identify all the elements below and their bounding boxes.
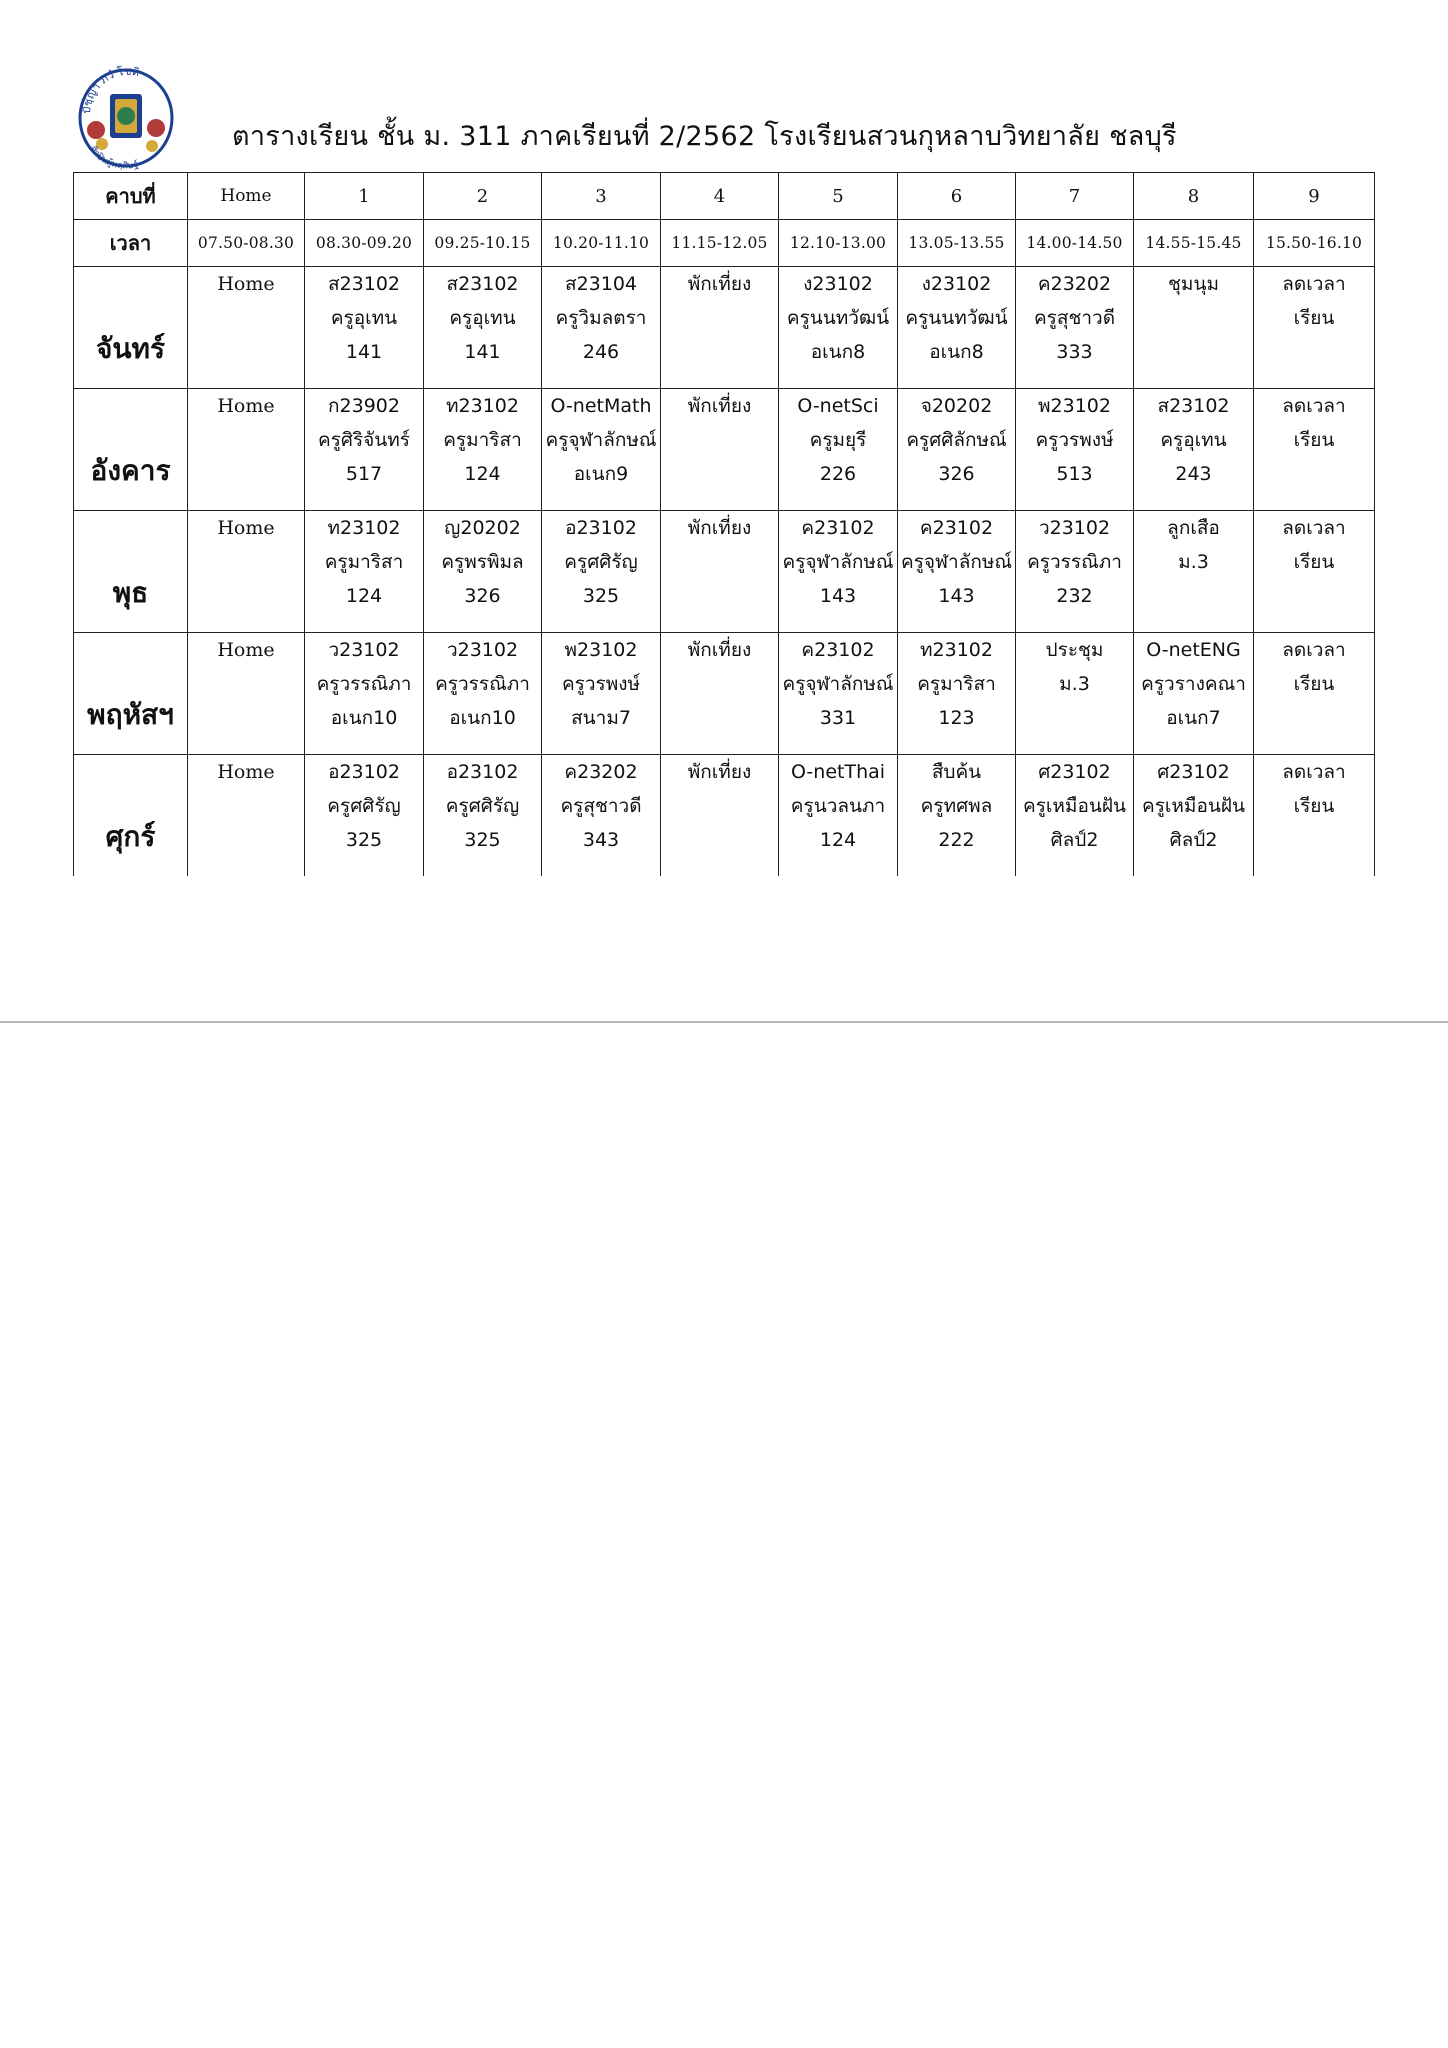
- subject-text: ท23102: [327, 517, 401, 539]
- schedule-cell: [661, 267, 779, 389]
- subject-text: พักเที่ยง: [687, 761, 752, 783]
- subject-text: ค23102: [801, 639, 875, 661]
- teacher-text: ครูเหมือนฝัน: [1023, 795, 1126, 817]
- room-text: 343: [582, 829, 620, 851]
- subject-text: ง23102: [803, 273, 873, 295]
- subject-text: ศ23102: [1038, 761, 1111, 783]
- period-row: [74, 173, 1375, 220]
- subject-text: O-netSci: [797, 395, 879, 417]
- schedule-cell: [661, 511, 779, 633]
- time-slot: 11.15-12.05: [661, 220, 779, 267]
- time-slot: 13.05-13.55: [898, 220, 1016, 267]
- schedule-cell: [661, 755, 779, 877]
- logo-bottom-text: ศิลปินผู้พฤศิษฐ์: [87, 144, 140, 172]
- subject-text: อ23102: [328, 761, 400, 783]
- day-row: [74, 511, 1375, 633]
- time-slot: 15.50-16.10: [1254, 220, 1375, 267]
- time-label: เวลา: [74, 220, 188, 267]
- teacher-text: ครูศศิลักษณ์: [906, 429, 1007, 451]
- teacher-text: เรียน: [1293, 429, 1335, 451]
- teacher-text: เรียน: [1293, 673, 1335, 695]
- teacher-text: ครูศศิรัญ: [327, 795, 401, 817]
- schedule-cell: [898, 267, 1016, 389]
- room-text: อเนก10: [330, 707, 398, 729]
- schedule-cell: [779, 267, 898, 389]
- teacher-text: ครูนนทวัฒน์: [905, 307, 1008, 329]
- schedule-cell: [1254, 755, 1375, 877]
- schedule-cell: [661, 633, 779, 755]
- subject-text: สืบค้น: [931, 761, 982, 783]
- period-header: Home: [188, 173, 305, 220]
- period-header: 3: [542, 173, 661, 220]
- schedule-cell: [542, 511, 661, 633]
- teacher-text: ครูพรพิมล: [441, 551, 524, 573]
- teacher-text: ครูอุเทน: [1160, 429, 1227, 451]
- day-label: [74, 511, 188, 633]
- subject-text: ค23102: [801, 517, 875, 539]
- room-text: 124: [819, 829, 857, 851]
- teacher-text: ครูสุชาวดี: [1033, 307, 1116, 329]
- teacher-text: เรียน: [1293, 307, 1335, 329]
- teacher-text: ครูนนทวัฒน์: [786, 307, 890, 329]
- teacher-text: เรียน: [1293, 551, 1335, 573]
- subject-text: ท23102: [446, 395, 519, 417]
- schedule-cell: [424, 511, 542, 633]
- subject-text: พักเที่ยง: [687, 517, 752, 539]
- teacher-text: ครูมาริสา: [443, 429, 522, 451]
- teacher-text: ครูวิมลตรา: [555, 307, 647, 329]
- schedule-cell: [424, 755, 542, 877]
- teacher-text: เรียน: [1293, 795, 1335, 817]
- schedule-cell: [1134, 633, 1254, 755]
- subject-text: ชุมนุม: [1168, 273, 1219, 295]
- subject-text: ว23102: [1038, 517, 1111, 539]
- subject-text: ลดเวลา: [1282, 517, 1346, 539]
- schedule-cell: [1016, 755, 1134, 877]
- teacher-text: ครูวรพงษ์: [561, 673, 641, 695]
- schedule-cell: [1016, 633, 1134, 755]
- schedule-cell: [1016, 389, 1134, 511]
- teacher-text: ครูศิริจันทร์: [317, 429, 411, 451]
- time-slot: 09.25-10.15: [424, 220, 542, 267]
- day-name: พฤหัสฯ: [87, 697, 174, 731]
- subject-text: พ23102: [564, 639, 638, 661]
- room-text: 124: [345, 585, 383, 607]
- schedule-cell: [188, 633, 305, 755]
- teacher-text: ครูวรางคณา: [1141, 673, 1246, 695]
- schedule-cell: [188, 389, 305, 511]
- room-text: 123: [938, 707, 975, 729]
- day-label: [74, 389, 188, 511]
- subject-text: จ20202: [920, 395, 993, 417]
- period-header: 1: [305, 173, 424, 220]
- page-divider: [0, 1021, 1448, 1023]
- schedule-cell: [898, 511, 1016, 633]
- room-text: สนาม7: [571, 707, 631, 729]
- day-row: [74, 389, 1375, 511]
- schedule-cell: [779, 389, 898, 511]
- room-text: 325: [464, 829, 501, 851]
- schedule-cell: [779, 755, 898, 877]
- schedule-cell: [1134, 511, 1254, 633]
- logo-top-text: ปัชฺญา ภวํ โชติ: [79, 64, 141, 115]
- schedule-cell: [305, 511, 424, 633]
- schedule-cell: [542, 755, 661, 877]
- schedule-cell: [661, 389, 779, 511]
- day-name: ศุกร์: [105, 819, 156, 853]
- day-label: [74, 755, 188, 877]
- schedule-cell: [1016, 511, 1134, 633]
- schedule-cell: [188, 267, 305, 389]
- room-text: 226: [819, 463, 857, 485]
- schedule-cell: [305, 755, 424, 877]
- room-text: อเนก7: [1166, 707, 1221, 729]
- teacher-text: ครูอุเทน: [449, 307, 516, 329]
- schedule-cell: [898, 755, 1016, 877]
- room-text: ศิลป์2: [1050, 829, 1099, 851]
- time-row: [74, 220, 1375, 267]
- room-text: 325: [582, 585, 620, 607]
- teacher-text: ครูมาริสา: [324, 551, 404, 573]
- schedule-cell: [424, 633, 542, 755]
- subject-text: Home: [217, 639, 275, 661]
- subject-text: พักเที่ยง: [687, 639, 752, 661]
- period-header: 9: [1254, 173, 1375, 220]
- subject-text: ลดเวลา: [1282, 273, 1346, 295]
- subject-text: ลดเวลา: [1282, 761, 1346, 783]
- room-text: 222: [938, 829, 975, 851]
- schedule-cell: [1016, 267, 1134, 389]
- subject-text: พ23102: [1038, 395, 1111, 417]
- subject-text: ค23202: [1037, 273, 1112, 295]
- subject-text: Home: [217, 761, 275, 783]
- schedule-cell: [305, 389, 424, 511]
- time-slot: 07.50-08.30: [188, 220, 305, 267]
- subject-text: ส23102: [1157, 395, 1230, 417]
- room-text: 517: [345, 463, 383, 485]
- subject-text: ลดเวลา: [1282, 395, 1346, 417]
- schedule-cell: [898, 389, 1016, 511]
- room-text: 331: [819, 707, 857, 729]
- schedule-cell: [1134, 389, 1254, 511]
- subject-text: Home: [217, 395, 275, 417]
- schedule-cell: [779, 511, 898, 633]
- schedule-cell: [542, 267, 661, 389]
- teacher-text: ครูทศพล: [920, 795, 993, 817]
- time-slot: 08.30-09.20: [305, 220, 424, 267]
- school-logo: [76, 62, 186, 172]
- subject-text: O-netENG: [1146, 639, 1241, 661]
- schedule-cell: [424, 267, 542, 389]
- subject-text: Home: [217, 273, 275, 295]
- teacher-text: ครูจุฬาลักษณ์: [782, 673, 894, 695]
- room-text: อเนก8: [810, 341, 866, 363]
- schedule-cell: [188, 511, 305, 633]
- subject-text: O-netThai: [790, 761, 886, 783]
- teacher-text: ครูศศิรัญ: [564, 551, 638, 573]
- schedule-cell: [1134, 267, 1254, 389]
- subject-text: ค23202: [564, 761, 638, 783]
- room-text: อเนก9: [573, 463, 629, 485]
- day-label: [74, 267, 188, 389]
- room-text: อเนก8: [929, 341, 984, 363]
- room-text: 243: [1175, 463, 1212, 485]
- schedule-cell: [1254, 633, 1375, 755]
- room-text: 232: [1056, 585, 1093, 607]
- teacher-text: ครูศศิรัญ: [445, 795, 520, 817]
- page-title: ตารางเรียน ชั้น ม. 311 ภาคเรียนที่ 2/2562 โรงเรียนสวนกุหลาบวิทยาลัย ชลบุรี: [232, 121, 1177, 152]
- subject-text: ศ23102: [1157, 761, 1230, 783]
- subject-text: ง23102: [921, 273, 992, 295]
- teacher-text: ครูวรรณิภา: [435, 673, 530, 695]
- subject-text: อ23102: [446, 761, 519, 783]
- subject-text: พักเที่ยง: [687, 273, 752, 295]
- room-text: 325: [345, 829, 383, 851]
- subject-text: O-netMath: [550, 395, 652, 417]
- subject-text: ส23102: [446, 273, 519, 295]
- subject-text: พักเที่ยง: [687, 395, 752, 417]
- schedule-cell: [1254, 389, 1375, 511]
- period-header: 2: [424, 173, 542, 220]
- teacher-text: ครูวรรณิภา: [1027, 551, 1122, 573]
- day-label: [74, 633, 188, 755]
- room-text: 326: [938, 463, 975, 485]
- schedule-cell: [305, 267, 424, 389]
- schedule-cell: [542, 389, 661, 511]
- subject-text: ว23102: [446, 639, 519, 661]
- room-text: 143: [938, 585, 975, 607]
- room-text: ศิลป์2: [1169, 829, 1218, 851]
- room-text: 246: [582, 341, 620, 363]
- room-text: 141: [345, 341, 383, 363]
- period-header: 6: [898, 173, 1016, 220]
- room-text: อเนก10: [449, 707, 516, 729]
- subject-text: ก23902: [328, 395, 400, 417]
- schedule-cell: [779, 633, 898, 755]
- room-text: 141: [464, 341, 501, 363]
- subject-text: ญ20202: [444, 517, 521, 539]
- period-header: 4: [661, 173, 779, 220]
- time-slot: 14.00-14.50: [1016, 220, 1134, 267]
- day-row: [74, 267, 1375, 389]
- teacher-text: ครูอุเทน: [330, 307, 398, 329]
- schedule-cell: [898, 633, 1016, 755]
- subject-text: ประชุม: [1045, 639, 1104, 661]
- period-header: 5: [779, 173, 898, 220]
- day-name: อังคาร: [90, 453, 171, 487]
- time-slot: 12.10-13.00: [779, 220, 898, 267]
- room-text: 326: [464, 585, 501, 607]
- teacher-text: ครูจุฬาลักษณ์: [900, 551, 1012, 573]
- subject-text: ท23102: [920, 639, 993, 661]
- teacher-text: ครูเหมือนฝัน: [1142, 795, 1245, 817]
- period-header: 7: [1016, 173, 1134, 220]
- room-text: 333: [1056, 341, 1093, 363]
- schedule-cell: [1134, 755, 1254, 877]
- timetable: [73, 172, 1375, 876]
- time-slot: 10.20-11.10: [542, 220, 661, 267]
- teacher-text: ม.3: [1059, 673, 1090, 695]
- period-header: 8: [1134, 173, 1254, 220]
- day-row: [74, 633, 1375, 755]
- teacher-text: ครูจุฬาลักษณ์: [545, 429, 657, 451]
- schedule-cell: [424, 389, 542, 511]
- room-text: 513: [1056, 463, 1093, 485]
- schedule-cell: [305, 633, 424, 755]
- schedule-cell: [1254, 511, 1375, 633]
- teacher-text: ครูนวลนภา: [790, 795, 886, 817]
- teacher-text: ครูวรรณิภา: [316, 673, 412, 695]
- subject-text: Home: [217, 517, 275, 539]
- subject-text: ค23102: [919, 517, 994, 539]
- schedule-cell: [1254, 267, 1375, 389]
- teacher-text: ครูวรพงษ์: [1035, 429, 1114, 451]
- teacher-text: ครูสุชาวดี: [560, 795, 642, 817]
- teacher-text: ครูมาริสา: [917, 673, 996, 695]
- time-slot: 14.55-15.45: [1134, 220, 1254, 267]
- subject-text: ว23102: [328, 639, 400, 661]
- day-row: [74, 755, 1375, 877]
- schedule-cell: [542, 633, 661, 755]
- day-name: จันทร์: [95, 331, 166, 365]
- subject-text: อ23102: [565, 517, 637, 539]
- schedule-cell: [188, 755, 305, 877]
- day-name: พุธ: [112, 575, 149, 609]
- room-text: 143: [819, 585, 857, 607]
- room-text: 124: [464, 463, 501, 485]
- teacher-text: ครูมยุรี: [809, 429, 867, 451]
- subject-text: ส23102: [327, 273, 401, 295]
- subject-text: ส23104: [564, 273, 638, 295]
- period-label: คาบที่: [74, 173, 188, 220]
- subject-text: ลูกเสือ: [1167, 517, 1220, 539]
- subject-text: ลดเวลา: [1282, 639, 1346, 661]
- teacher-text: ม.3: [1178, 551, 1209, 573]
- teacher-text: ครูจุฬาลักษณ์: [782, 551, 894, 573]
